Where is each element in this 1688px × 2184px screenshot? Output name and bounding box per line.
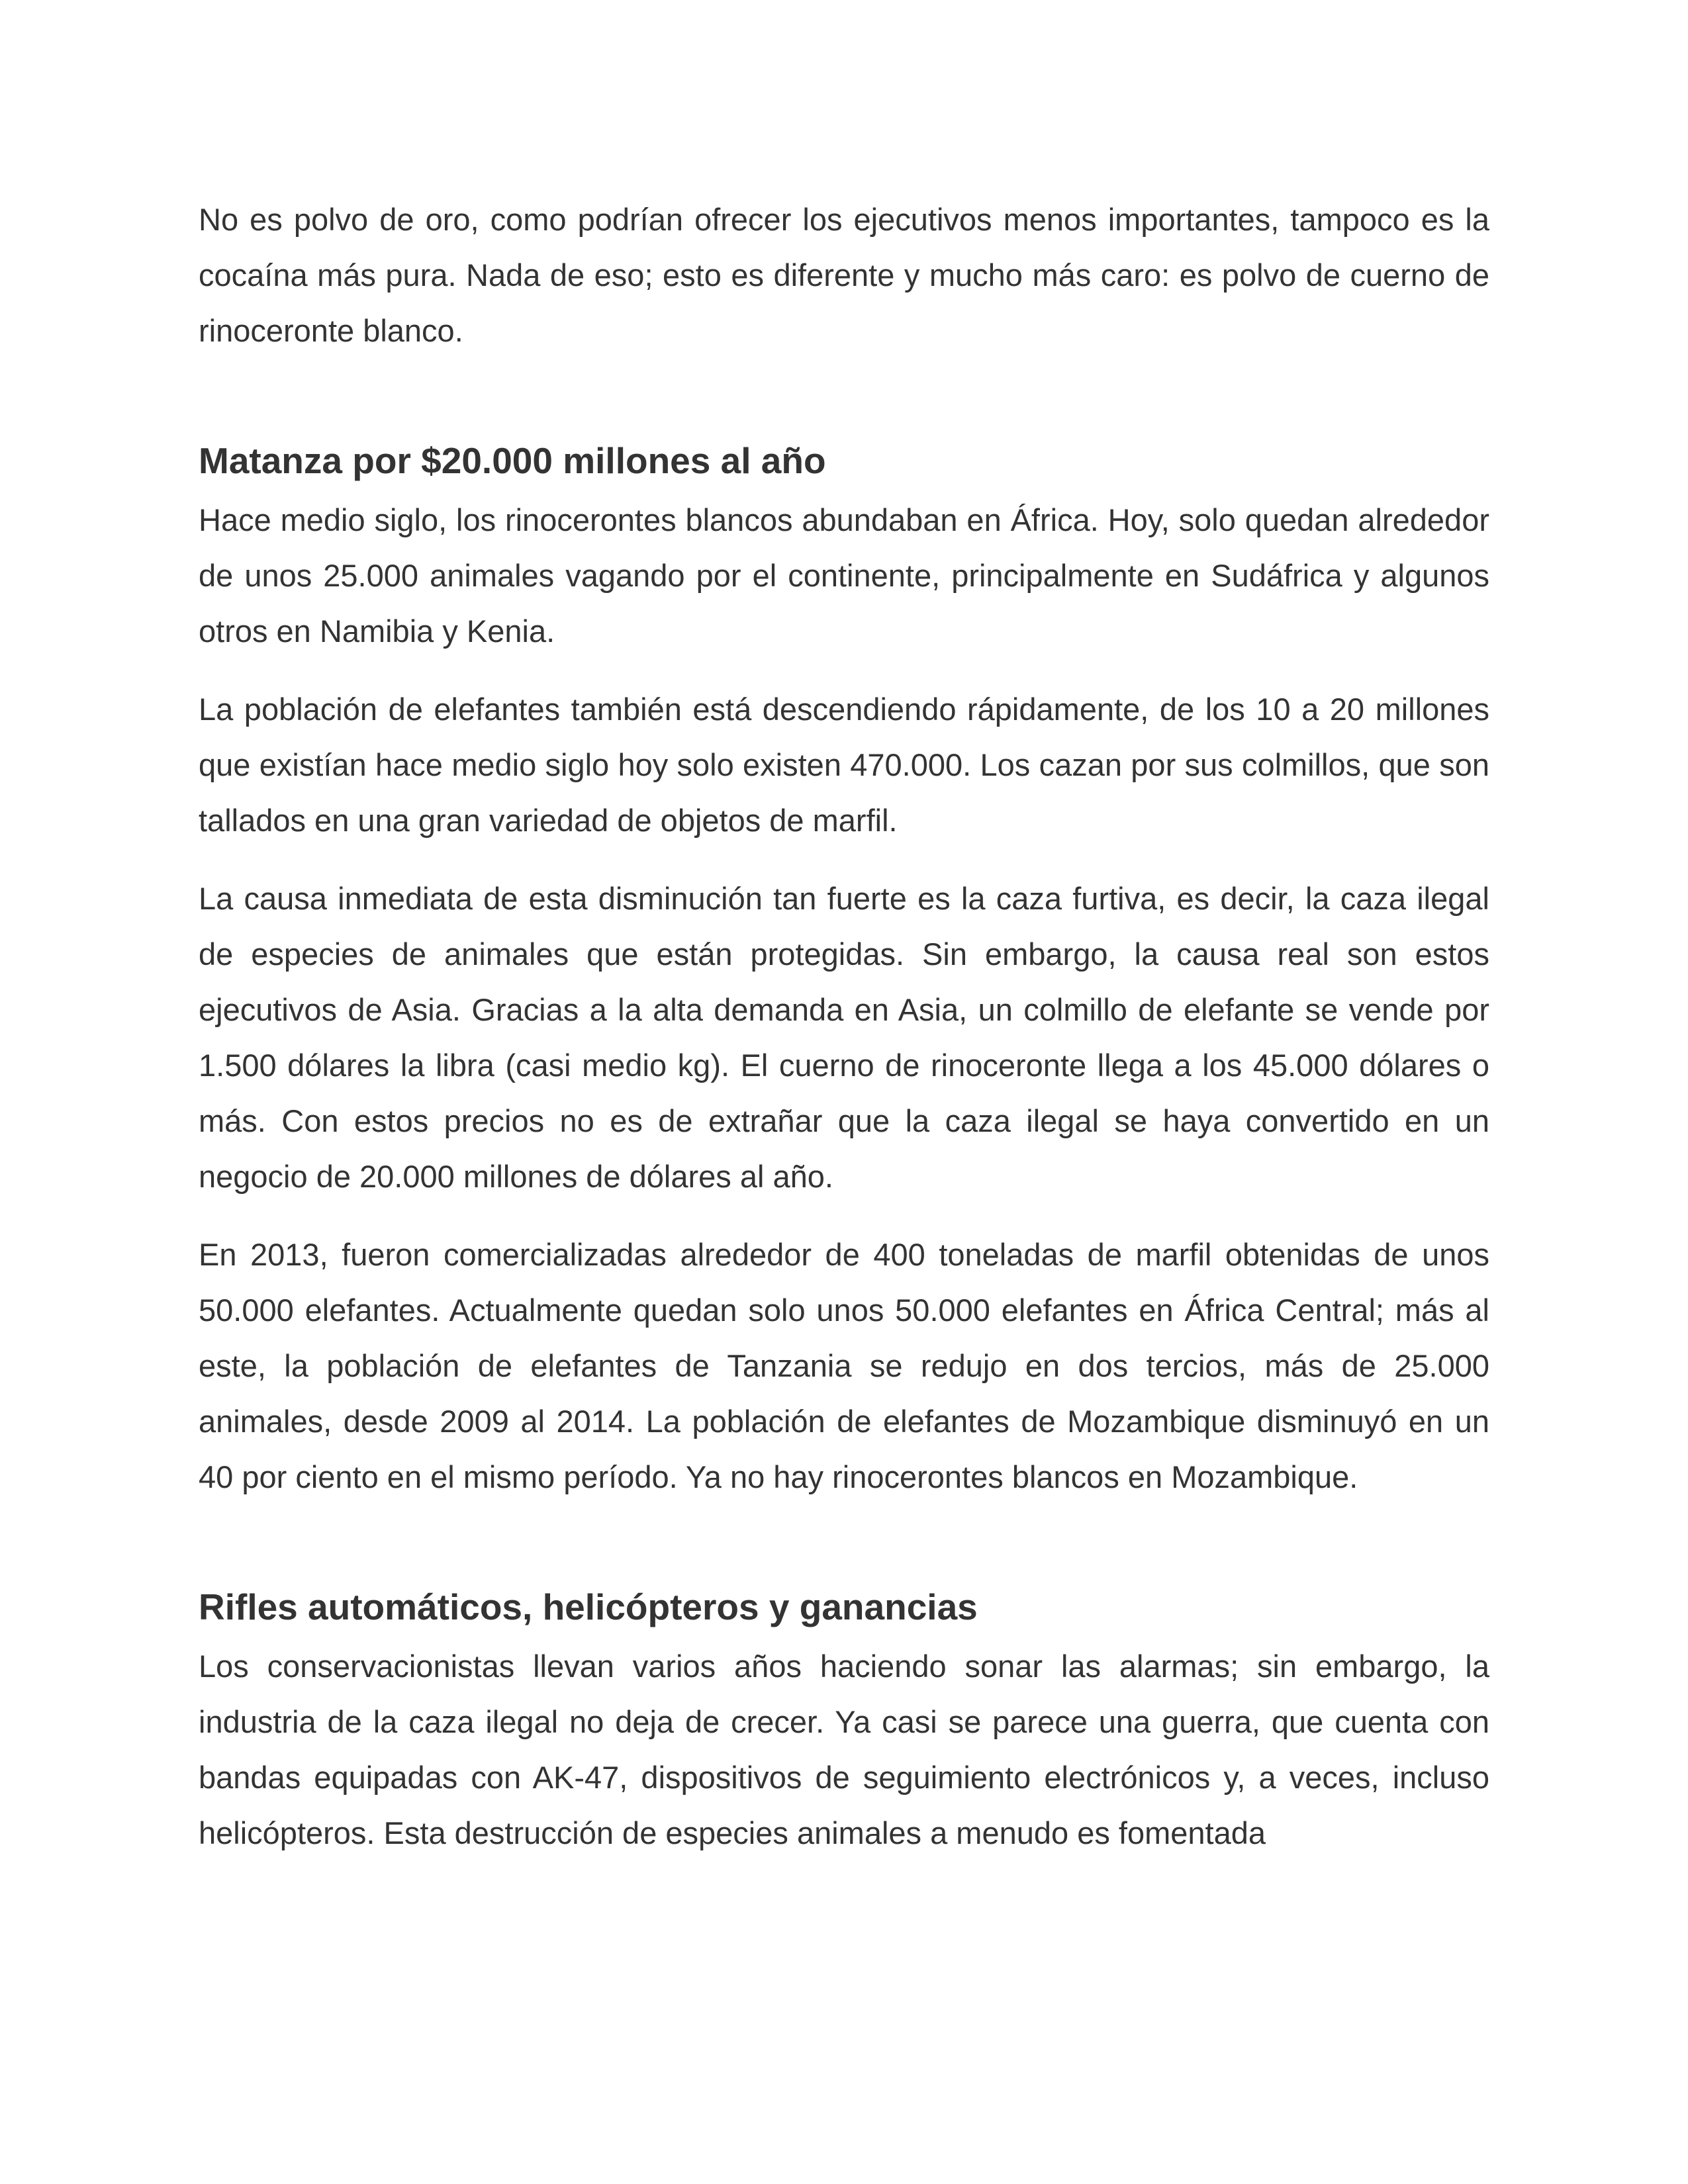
section-heading-rifles: Rifles automáticos, helicópteros y ganancias xyxy=(199,1586,978,1627)
body-paragraph: En 2013, fueron comercializadas alrededor de 400 toneladas de marfil obtenidas de unos 50.000 elefantes. Actualmente quedan solo unos 50.000 elefantes en África Central; más al este, la población de elefantes de Tanzania se redujo en dos tercios, más de 25.000 animales, desde 2009 al 2014. La población de elefantes de Mozambique disminuyó en un 40 por ciento en el mismo período. Ya no hay rinocerontes blancos en Mozambique. xyxy=(199,1237,1489,1494)
body-paragraph: Hace medio siglo, los rinocerontes blancos abundaban en África. Hoy, solo quedan alrededor de unos 25.000 animales vagando por el continente, principalmente en Sudáfrica y algunos otros en Namibia y Kenia. xyxy=(199,502,1489,649)
section-heading-matanza: Matanza por $20.000 millones al año xyxy=(199,440,826,481)
document-body xyxy=(199,192,1489,1884)
body-paragraph: La población de elefantes también está descendiendo rápidamente, de los 10 a 20 millones que existían hace medio siglo hoy solo existen 470.000. Los cazan por sus colmillos, que son tallados en una gran variedad de objetos de marfil. xyxy=(199,692,1489,838)
intro-paragraph: No es polvo de oro, como podrían ofrecer los ejecutivos menos importantes, tampoco es la cocaína más pura. Nada de eso; esto es diferente y mucho más caro: es polvo de cuerno de rinoceronte blanco. xyxy=(199,202,1489,348)
body-paragraph: La causa inmediata de esta disminución tan fuerte es la caza furtiva, es decir, la caza ilegal de especies de animales que están protegidas. Sin embargo, la causa real son estos ejecutivos de Asia. Gracias a la alta demanda en Asia, un colmillo de elefante se vende por 1.500 dólares la libra (casi medio kg). El cuerno de rinoceronte llega a los 45.000 dólares o más. Con estos precios no es de extrañar que la caza ilegal se haya convertido en un negocio de 20.000 millones de dólares al año. xyxy=(199,881,1489,1194)
body-paragraph: Los conservacionistas llevan varios años haciendo sonar las alarmas; sin embargo, la industria de la caza ilegal no deja de crecer. Ya casi se parece una guerra, que cuenta con bandas equipadas con AK-47, dispositivos de seguimiento electrónicos y, a veces, incluso helicópteros. Esta destrucción de especies animales a menudo es fomentada xyxy=(199,1649,1489,1850)
